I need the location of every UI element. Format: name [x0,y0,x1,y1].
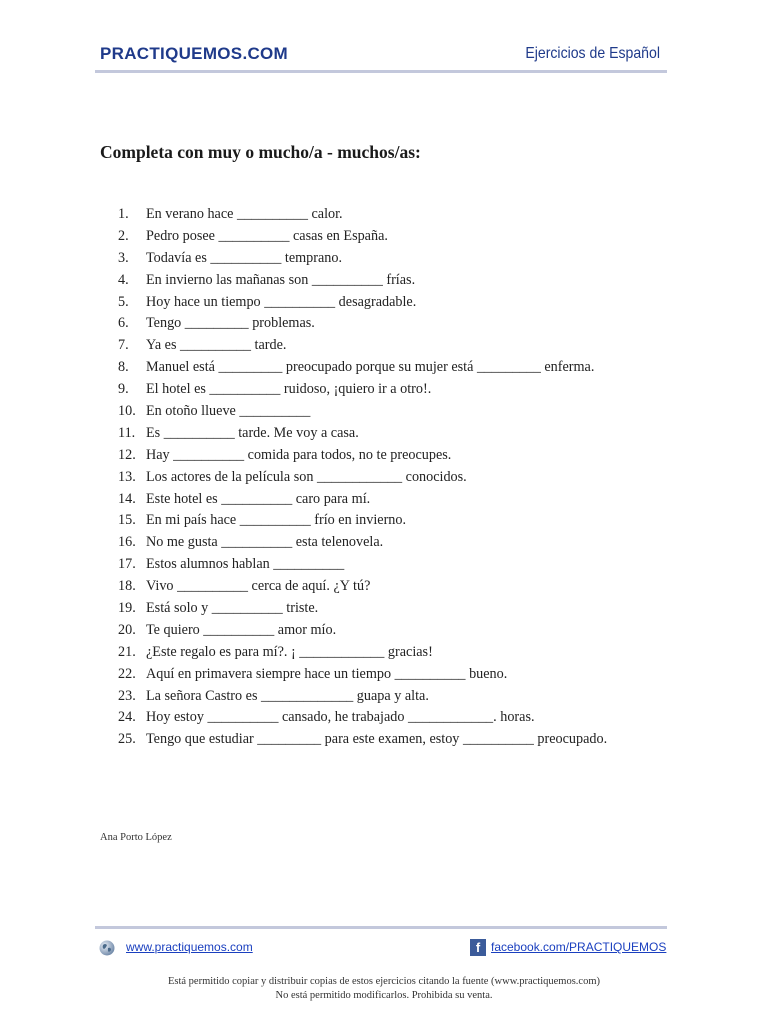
exercise-number: 8. [118,359,129,376]
exercise-text: En invierno las mañanas son __________ frías. [146,271,416,288]
exercise-text: Todavía es __________ temprano. [146,249,343,266]
exercise-text: Estos alumnos hablan __________ [146,556,345,573]
exercise-item [118,313,607,335]
exercise-text: Pedro posee __________ casas en España. [146,227,388,244]
copyright-notice-line1: Está permitido copiar y distribuir copias de estos ejercicios citando la fuente (www.practiquemos.com) [167,976,601,987]
facebook-link[interactable]: facebook.com/PRACTIQUEMOS [491,940,667,954]
exercise-item [118,379,607,401]
exercise-text: Ya es __________ tarde. [146,337,287,354]
exercise-number: 18. [118,578,136,595]
exercise-text: No me gusta __________ esta telenovela. [146,534,384,551]
exercise-item [118,664,607,686]
exercise-item [118,467,607,489]
exercise-item [118,445,607,467]
exercise-item [118,598,607,620]
copyright-notice-line2: No está permitido modificarlos. Prohibida su venta. [275,990,493,1001]
exercise-number: 24. [118,709,136,726]
exercise-item [118,292,607,314]
exercise-item [118,248,607,270]
exercise-number: 25. [118,731,136,748]
exercise-number: 5. [118,293,129,310]
exercise-text: Este hotel es __________ caro para mí. [146,490,371,507]
exercise-title: Completa con muy o mucho/a - muchos/as: [100,142,421,162]
exercise-item [118,357,607,379]
exercise-item [118,335,607,357]
exercise-text: Tengo _________ problemas. [146,315,315,332]
exercise-text: En verano hace __________ calor. [146,206,343,222]
exercise-text: Hoy hace un tiempo __________ desagradable. [146,293,417,310]
exercise-item [118,226,607,248]
exercise-item [118,642,607,664]
exercise-number: 22. [118,665,136,682]
exercise-number: 15. [118,512,136,529]
exercise-number: 12. [118,446,136,463]
exercise-text: En otoño llueve __________ [146,403,311,420]
exercise-item [118,729,607,751]
exercise-text: Te quiero __________ amor mío. [146,621,337,638]
exercise-item [118,620,607,642]
exercise-number: 19. [118,600,136,617]
exercise-text: Aquí en primavera siempre hace un tiempo __________ bueno. [146,665,508,682]
header-divider [95,70,667,73]
exercise-number: 17. [118,556,136,573]
exercise-number: 16. [118,534,136,551]
exercise-text: Hoy estoy __________ cansado, he trabajado ____________. horas. [146,709,535,726]
exercise-number: 2. [118,227,129,244]
exercise-number: 4. [118,271,129,288]
exercise-item [118,576,607,598]
site-brand: PRACTIQUEMOS.COM [100,44,289,63]
exercise-number: 11. [118,424,136,441]
globe-icon [99,940,115,956]
exercise-number: 13. [118,468,136,485]
exercise-text: Está solo y __________ triste. [146,600,319,617]
exercise-number: 3. [118,249,129,266]
exercise-item [118,532,607,554]
exercise-item [118,489,607,511]
exercise-text: La señora Castro es _____________ guapa y alta. [146,687,429,704]
exercise-number: 20. [118,621,136,638]
exercise-number: 21. [118,643,136,660]
exercise-text: Tengo que estudiar _________ para este examen, estoy __________ preocupado. [146,731,608,748]
exercise-text: Es __________ tarde. Me voy a casa. [146,424,359,441]
header-tagline: Ejercicios de Español [525,45,660,62]
exercise-number: 6. [118,315,129,332]
exercise-list [118,204,607,751]
exercise-text: Hay __________ comida para todos, no te preocupes. [146,446,452,463]
exercise-item [118,510,607,532]
exercise-text: Vivo __________ cerca de aquí. ¿Y tú? [146,578,371,595]
exercise-text: El hotel es __________ ruidoso, ¡quiero ir a otro!. [146,381,432,398]
exercise-text: Manuel está _________ preocupado porque su mujer está _________ enferma. [146,359,595,376]
author-name: Ana Porto López [100,832,172,843]
exercise-number: 7. [118,337,129,354]
exercise-number: 9. [118,381,129,398]
exercise-item [118,204,607,226]
exercise-item [118,401,607,423]
exercise-item [118,707,607,729]
exercise-text: Los actores de la película son ____________ conocidos. [146,468,467,485]
facebook-icon: f [470,939,486,956]
exercise-item [118,270,607,292]
exercise-item [118,423,607,445]
exercise-item [118,554,607,576]
exercise-text: En mi país hace __________ frío en invierno. [146,512,407,529]
website-link[interactable]: www.practiquemos.com [126,940,253,954]
exercise-number: 1. [118,206,129,222]
footer-divider [95,926,667,929]
exercise-number: 10. [118,403,136,420]
exercise-number: 23. [118,687,136,704]
exercise-item [118,686,607,708]
exercise-text: ¿Este regalo es para mí?. ¡ ____________ gracias! [146,643,433,660]
exercise-number: 14. [118,490,136,507]
